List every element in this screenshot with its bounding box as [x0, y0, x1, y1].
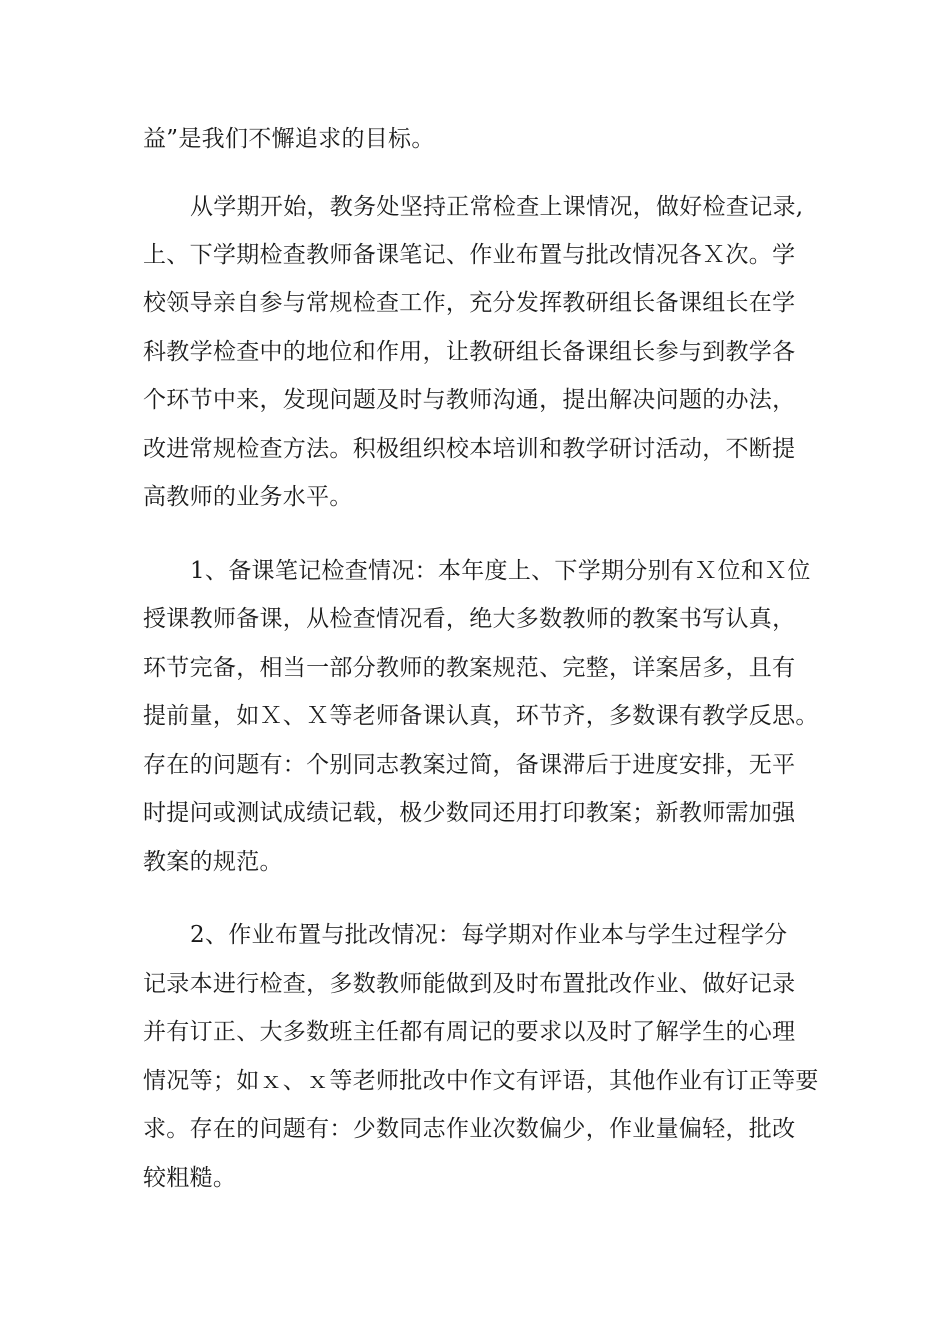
- paragraph-3-line-1: 1、备课笔记检查情况：本年度上、下学期分别有Ｘ位和Ｘ位: [190, 558, 811, 584]
- paragraph-2-line-4: 科教学检查中的地位和作用，让教研组长备课组长参与到教学各: [143, 339, 796, 365]
- paragraph-2-line-7: 高教师的业务水平。: [143, 484, 353, 510]
- paragraph-2-line-5: 个环节中来，发现问题及时与教师沟通，提出解决问题的办法，: [143, 387, 796, 413]
- paragraph-2-line-2: 上、下学期检查教师备课笔记、作业布置与批改情况各Ｘ次。学: [143, 242, 796, 268]
- paragraph-3-line-5: 存在的问题有：个别同志教案过简，备课滞后于进度安排，无平: [143, 752, 796, 778]
- paragraph-4-line-2: 记录本进行检查，多数教师能做到及时布置批改作业、做好记录: [143, 971, 796, 997]
- paragraph-4-line-5: 求。存在的问题有：少数同志作业次数偏少，作业量偏轻，批改: [143, 1116, 796, 1142]
- paragraph-2-line-3: 校领导亲自参与常规检查工作，充分发挥教研组长备课组长在学: [143, 290, 796, 316]
- paragraph-3-line-3: 环节完备，相当一部分教师的教案规范、完整，详案居多，且有: [143, 655, 796, 681]
- paragraph-4-line-4: 情况等；如ｘ、ｘ等老师批改中作文有评语，其他作业有订正等要: [143, 1068, 819, 1094]
- paragraph-1-line-1: 益”是我们不懈追求的目标。: [143, 126, 435, 152]
- paragraph-4-line-3: 并有订正、大多数班主任都有周记的要求以及时了解学生的心理: [143, 1019, 796, 1045]
- paragraph-3-line-6: 时提问或测试成绩记载，极少数同还用打印教案；新教师需加强: [143, 800, 796, 826]
- paragraph-2-line-1: 从学期开始，教务处坚持正常检查上课情况，做好检查记录,: [190, 194, 804, 220]
- paragraph-4-line-1: 2、作业布置与批改情况：每学期对作业本与学生过程学分: [190, 922, 788, 948]
- paragraph-3-line-4: 提前量，如Ｘ、Ｘ等老师备课认真，环节齐，多数课有教学反思。: [143, 703, 819, 729]
- paragraph-4-line-6: 较粗糙。: [143, 1165, 237, 1191]
- paragraph-3-line-7: 教案的规范。: [143, 849, 283, 875]
- paragraph-2-line-6: 改进常规检查方法。积极组织校本培训和教学研讨活动，不断提: [143, 436, 796, 462]
- paragraph-3-line-2: 授课教师备课，从检查情况看，绝大多数教师的教案书写认真，: [143, 606, 796, 632]
